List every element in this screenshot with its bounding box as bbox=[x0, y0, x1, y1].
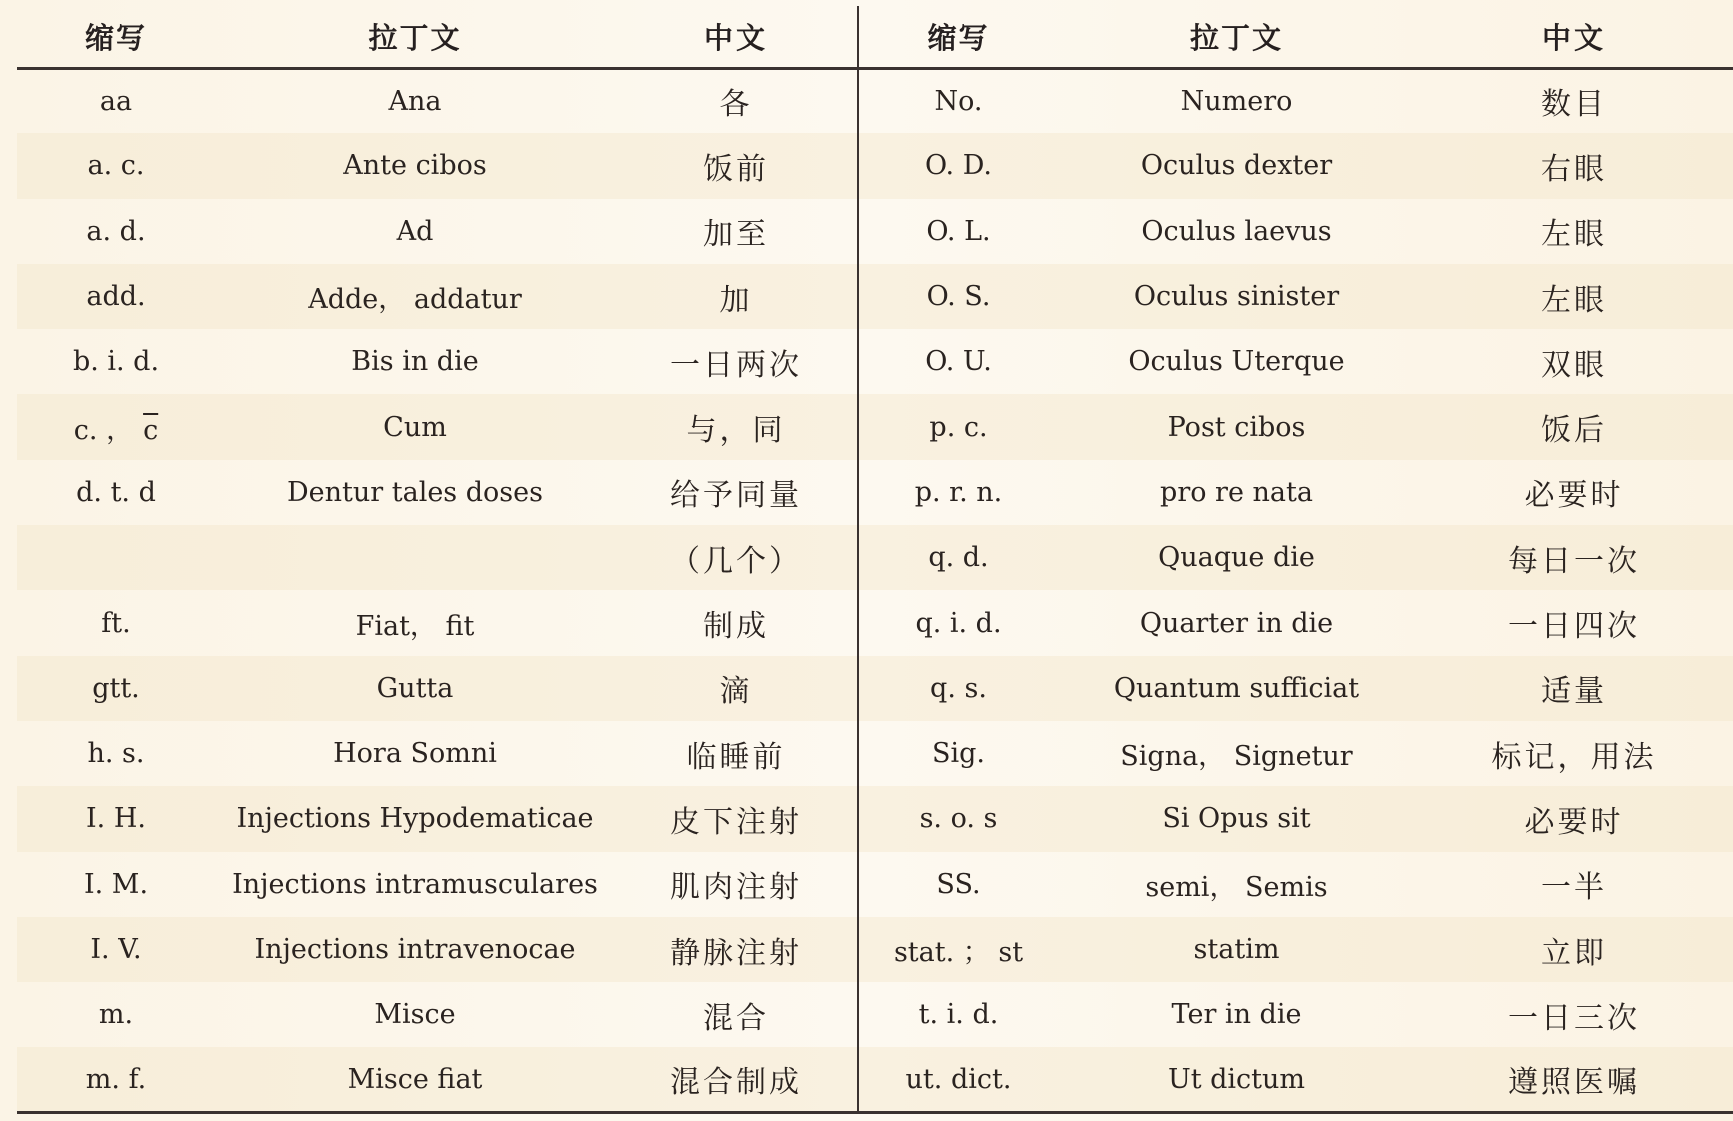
cell-abbr-right bbox=[858, 982, 1058, 1047]
cell-abbr-left bbox=[17, 786, 215, 851]
cell-chinese-left-text: 一日两次 bbox=[670, 347, 802, 383]
header-chinese-right: 中文 bbox=[1415, 6, 1733, 68]
table-row bbox=[17, 1047, 1733, 1112]
cell-abbr-left-text: a. c. bbox=[87, 150, 145, 182]
cell-abbr-left-text: I. V. bbox=[90, 934, 142, 965]
cell-latin-left bbox=[215, 786, 615, 851]
cell-abbr-left bbox=[17, 721, 215, 786]
cell-chinese-right bbox=[1415, 68, 1733, 133]
cell-latin-left-text: Misce fiat bbox=[347, 1063, 483, 1095]
cell-abbr-right bbox=[858, 1047, 1058, 1112]
cell-abbr-left-text: gtt. bbox=[92, 672, 140, 704]
cell-abbr-left bbox=[17, 133, 215, 198]
cell-latin-right bbox=[1058, 590, 1415, 655]
cell-latin-right-text: Signa， Signetur bbox=[1120, 741, 1353, 773]
cell-latin-right bbox=[1058, 460, 1415, 525]
cell-abbr-right-text: q. i. d. bbox=[915, 607, 1002, 639]
table-body bbox=[17, 68, 1733, 1113]
cell-chinese-left-text: 静脉注射 bbox=[670, 935, 802, 971]
cell-chinese-right-text: 必要时 bbox=[1524, 804, 1624, 840]
cell-chinese-left bbox=[615, 590, 858, 655]
cell-chinese-left-text: 加 bbox=[719, 282, 753, 318]
cell-latin-right-text: Oculus sinister bbox=[1133, 281, 1340, 313]
cell-chinese-right-text: 立即 bbox=[1541, 935, 1607, 971]
cell-chinese-left bbox=[615, 982, 858, 1047]
cell-latin-right bbox=[1058, 199, 1415, 264]
cell-latin-left-text: Misce bbox=[374, 999, 456, 1031]
cell-abbr-right bbox=[858, 525, 1058, 590]
cell-chinese-right bbox=[1415, 199, 1733, 264]
cell-latin-left-text: Bis in die bbox=[351, 346, 479, 378]
cell-latin-left-text: Fiat， fit bbox=[355, 610, 475, 642]
cell-chinese-right-text: 标记，用法 bbox=[1491, 739, 1657, 775]
table-row bbox=[17, 852, 1733, 917]
cell-latin-left-text: Dentur tales doses bbox=[287, 476, 543, 508]
cell-chinese-left-text: 临睡前 bbox=[686, 739, 786, 775]
cell-latin-left bbox=[215, 199, 615, 264]
cell-abbr-left bbox=[17, 1047, 215, 1112]
table-row bbox=[17, 394, 1733, 459]
cell-abbr-right bbox=[858, 329, 1058, 394]
cell-chinese-left bbox=[615, 721, 858, 786]
cell-chinese-right bbox=[1415, 1047, 1733, 1112]
cell-latin-left bbox=[215, 460, 615, 525]
cell-latin-left-text: Injections Hypodematicae bbox=[236, 803, 594, 835]
cell-chinese-left-text: 混合制成 bbox=[670, 1065, 802, 1101]
cell-abbr-right bbox=[858, 786, 1058, 851]
cell-abbr-right-text: q. s. bbox=[930, 672, 987, 704]
cell-chinese-right-text: 数目 bbox=[1541, 87, 1607, 123]
cell-latin-right bbox=[1058, 982, 1415, 1047]
cell-latin-right bbox=[1058, 786, 1415, 851]
cell-latin-left-text: Adde， addatur bbox=[308, 284, 522, 316]
cell-chinese-left-text: 饭前 bbox=[703, 151, 769, 187]
cell-latin-left-text: Ante cibos bbox=[343, 150, 487, 182]
table-row bbox=[17, 199, 1733, 264]
cell-latin-left bbox=[215, 329, 615, 394]
cell-latin-left bbox=[215, 1047, 615, 1112]
cell-abbr-right bbox=[858, 264, 1058, 329]
cell-latin-right bbox=[1058, 917, 1415, 982]
cell-latin-right-text: Oculus dexter bbox=[1140, 150, 1333, 182]
cell-latin-left-text: Hora Somni bbox=[333, 738, 497, 770]
cell-abbr-right-text: stat. ； st bbox=[893, 937, 1024, 968]
cell-latin-right-text: Oculus Uterque bbox=[1128, 346, 1345, 378]
table-header-row bbox=[17, 6, 1733, 68]
cell-latin-right-text: Post cibos bbox=[1167, 411, 1306, 443]
cell-abbr-right-text: O. D. bbox=[925, 150, 992, 182]
cell-chinese-left-text: 混合 bbox=[703, 1000, 769, 1036]
cell-abbr-right-text: p. r. n. bbox=[914, 476, 1003, 508]
cell-chinese-left bbox=[615, 917, 858, 982]
cell-abbr-left-text: add. bbox=[86, 281, 146, 313]
cell-abbr-left bbox=[17, 329, 215, 394]
cell-chinese-right-text: 必要时 bbox=[1524, 478, 1624, 514]
cell-latin-right-text: Numero bbox=[1180, 85, 1293, 117]
cell-chinese-right bbox=[1415, 525, 1733, 590]
cell-chinese-right bbox=[1415, 460, 1733, 525]
cell-chinese-right bbox=[1415, 133, 1733, 198]
cell-latin-right-text: semi， Semis bbox=[1145, 871, 1328, 903]
cell-latin-left bbox=[215, 525, 615, 590]
cell-abbr-right-text: O. S. bbox=[926, 281, 991, 313]
cell-latin-left-text: Injections intramusculares bbox=[232, 868, 598, 900]
cell-abbr-left bbox=[17, 525, 215, 590]
header-latin-right: 拉丁文 bbox=[1058, 6, 1415, 68]
cell-chinese-right bbox=[1415, 264, 1733, 329]
table-row bbox=[17, 264, 1733, 329]
cell-latin-left bbox=[215, 394, 615, 459]
header-latin-left: 拉丁文 bbox=[215, 6, 615, 68]
cell-abbr-right bbox=[858, 199, 1058, 264]
cell-abbr-right-text: No. bbox=[934, 85, 983, 117]
cell-latin-left-text: Cum bbox=[383, 411, 447, 443]
cell-latin-left bbox=[215, 590, 615, 655]
cell-chinese-left bbox=[615, 656, 858, 721]
cell-latin-right bbox=[1058, 329, 1415, 394]
cell-abbr-left bbox=[17, 917, 215, 982]
cell-latin-right bbox=[1058, 133, 1415, 198]
cell-chinese-left bbox=[615, 525, 858, 590]
cell-latin-right-text: Si Opus sit bbox=[1162, 803, 1311, 835]
cell-abbr-left-text: m. bbox=[98, 999, 134, 1031]
cell-abbr-left-text: aa bbox=[99, 85, 133, 117]
cell-abbr-right-text: q. d. bbox=[928, 542, 989, 574]
cell-abbr-left-text: b. i. d. bbox=[72, 346, 160, 378]
cell-chinese-right bbox=[1415, 917, 1733, 982]
cell-abbr-right-text: t. i. d. bbox=[918, 999, 999, 1031]
cell-abbr-right bbox=[858, 917, 1058, 982]
cell-chinese-left bbox=[615, 460, 858, 525]
cell-chinese-left bbox=[615, 329, 858, 394]
cell-latin-left-text: Gutta bbox=[376, 672, 454, 704]
cell-chinese-left bbox=[615, 786, 858, 851]
cell-abbr-right-text: O. L. bbox=[926, 215, 991, 247]
cell-chinese-left-text: 制成 bbox=[703, 609, 769, 645]
cell-latin-left bbox=[215, 656, 615, 721]
cell-abbr-left-text: h. s. bbox=[87, 738, 145, 770]
table-row bbox=[17, 590, 1733, 655]
c-bar-symbol: $\overline{c}$ bbox=[143, 414, 159, 446]
cell-latin-right bbox=[1058, 394, 1415, 459]
cell-latin-right-text: Ter in die bbox=[1171, 999, 1302, 1031]
cell-latin-left bbox=[215, 68, 615, 133]
cell-chinese-right-text: 一半 bbox=[1541, 870, 1607, 906]
cell-abbr-right bbox=[858, 460, 1058, 525]
cell-chinese-right-text: 左眼 bbox=[1541, 217, 1607, 253]
cell-abbr-left-text: m. f. bbox=[85, 1063, 147, 1095]
cell-chinese-left-text: 与，同 bbox=[686, 413, 786, 449]
cell-chinese-left-text: 加至 bbox=[703, 217, 769, 253]
cell-abbr-right bbox=[858, 394, 1058, 459]
cell-abbr-right bbox=[858, 656, 1058, 721]
cell-latin-right bbox=[1058, 852, 1415, 917]
prescription-abbreviation-table bbox=[17, 6, 1733, 1114]
cell-latin-right-text: pro re nata bbox=[1160, 476, 1313, 508]
table-row bbox=[17, 786, 1733, 851]
cell-chinese-left-text: 皮下注射 bbox=[670, 804, 802, 840]
table-row bbox=[17, 525, 1733, 590]
cell-chinese-right-text: 饭后 bbox=[1541, 413, 1607, 449]
cell-chinese-left bbox=[615, 199, 858, 264]
cell-abbr-right-text: p. c. bbox=[929, 411, 988, 443]
header-abbr-left: 缩写 bbox=[17, 6, 215, 68]
cell-chinese-right-text: 每日一次 bbox=[1508, 543, 1640, 579]
cell-abbr-left bbox=[17, 656, 215, 721]
cell-chinese-right-text: 左眼 bbox=[1541, 282, 1607, 318]
cell-latin-right bbox=[1058, 264, 1415, 329]
table-row bbox=[17, 721, 1733, 786]
table-row bbox=[17, 982, 1733, 1047]
cell-chinese-right bbox=[1415, 590, 1733, 655]
cell-latin-right bbox=[1058, 525, 1415, 590]
cell-abbr-left bbox=[17, 394, 215, 459]
cell-latin-right-text: Quarter in die bbox=[1139, 607, 1334, 639]
cell-chinese-left bbox=[615, 1047, 858, 1112]
cell-abbr-right-text: O. U. bbox=[925, 346, 992, 378]
cell-abbr-left bbox=[17, 264, 215, 329]
cell-chinese-right bbox=[1415, 394, 1733, 459]
cell-abbr-right-text: s. o. s bbox=[919, 803, 998, 835]
cell-abbr-right-text: ut. dict. bbox=[905, 1063, 1012, 1095]
cell-latin-right bbox=[1058, 721, 1415, 786]
cell-chinese-left bbox=[615, 264, 858, 329]
cell-abbr-left bbox=[17, 590, 215, 655]
cell-latin-left bbox=[215, 982, 615, 1047]
cell-latin-left-text: Ana bbox=[388, 85, 442, 117]
cell-latin-left-text: Ad bbox=[396, 215, 434, 247]
cell-abbr-right bbox=[858, 852, 1058, 917]
cell-abbr-left-text: ft. bbox=[101, 607, 131, 639]
cell-chinese-left-text: 滴 bbox=[719, 674, 753, 710]
table-row bbox=[17, 656, 1733, 721]
cell-latin-right-text: Oculus laevus bbox=[1141, 215, 1332, 247]
cell-latin-right bbox=[1058, 68, 1415, 133]
cell-abbr-left-text: a. d. bbox=[86, 215, 146, 247]
cell-chinese-right-text: 双眼 bbox=[1541, 347, 1607, 383]
header-chinese-left: 中文 bbox=[615, 6, 858, 68]
cell-chinese-right-text: 遵照医嘱 bbox=[1508, 1065, 1640, 1101]
cell-chinese-right bbox=[1415, 786, 1733, 851]
cell-chinese-left-text: 各 bbox=[719, 87, 753, 123]
cell-abbr-left bbox=[17, 460, 215, 525]
cell-abbr-left-text: c. ， bbox=[73, 414, 134, 446]
cell-abbr-left bbox=[17, 199, 215, 264]
cell-chinese-right-text: 适量 bbox=[1541, 674, 1607, 710]
cell-latin-left bbox=[215, 721, 615, 786]
cell-chinese-right bbox=[1415, 982, 1733, 1047]
cell-abbr-left-text: I. H. bbox=[86, 803, 146, 835]
cell-abbr-left bbox=[17, 982, 215, 1047]
cell-chinese-left-text: 给予同量 bbox=[670, 478, 802, 514]
cell-chinese-left-text: 肌肉注射 bbox=[670, 870, 802, 906]
table-row bbox=[17, 68, 1733, 133]
abbreviation-table-wrap bbox=[17, 6, 1733, 1118]
table-row bbox=[17, 133, 1733, 198]
table-row bbox=[17, 329, 1733, 394]
cell-chinese-right bbox=[1415, 852, 1733, 917]
header-abbr-right: 缩写 bbox=[858, 6, 1058, 68]
cell-latin-left-text: Injections intravenocae bbox=[254, 934, 576, 965]
cell-abbr-right bbox=[858, 590, 1058, 655]
cell-latin-left bbox=[215, 852, 615, 917]
cell-abbr-left-text: I. M. bbox=[83, 868, 149, 900]
cell-abbr-right-text: SS. bbox=[936, 868, 981, 900]
cell-latin-right-text: statim bbox=[1193, 934, 1280, 965]
cell-chinese-right-text: 右眼 bbox=[1541, 151, 1607, 187]
cell-chinese-right-text: 一日四次 bbox=[1508, 609, 1640, 645]
cell-chinese-right bbox=[1415, 656, 1733, 721]
cell-abbr-right bbox=[858, 721, 1058, 786]
cell-chinese-left bbox=[615, 394, 858, 459]
cell-latin-right bbox=[1058, 656, 1415, 721]
cell-chinese-right bbox=[1415, 721, 1733, 786]
cell-latin-left bbox=[215, 264, 615, 329]
cell-latin-right bbox=[1058, 1047, 1415, 1112]
cell-abbr-right bbox=[858, 68, 1058, 133]
cell-chinese-right bbox=[1415, 329, 1733, 394]
cell-chinese-left bbox=[615, 133, 858, 198]
cell-abbr-right-text: Sig. bbox=[932, 738, 985, 770]
cell-chinese-left bbox=[615, 852, 858, 917]
cell-abbr-left bbox=[17, 68, 215, 133]
cell-chinese-left bbox=[615, 68, 858, 133]
cell-abbr-left bbox=[17, 852, 215, 917]
cell-latin-right-text: Quaque die bbox=[1158, 542, 1315, 574]
cell-chinese-left-text: （几个） bbox=[670, 543, 802, 579]
cell-chinese-right-text: 一日三次 bbox=[1508, 1000, 1640, 1036]
table-row bbox=[17, 460, 1733, 525]
cell-latin-right-text: Ut dictum bbox=[1167, 1063, 1306, 1095]
cell-latin-left bbox=[215, 917, 615, 982]
cell-abbr-left-text: d. t. d bbox=[76, 476, 156, 508]
cell-abbr-right bbox=[858, 133, 1058, 198]
cell-latin-right-text: Quantum sufficiat bbox=[1113, 672, 1360, 704]
cell-latin-left bbox=[215, 133, 615, 198]
table-row bbox=[17, 917, 1733, 982]
